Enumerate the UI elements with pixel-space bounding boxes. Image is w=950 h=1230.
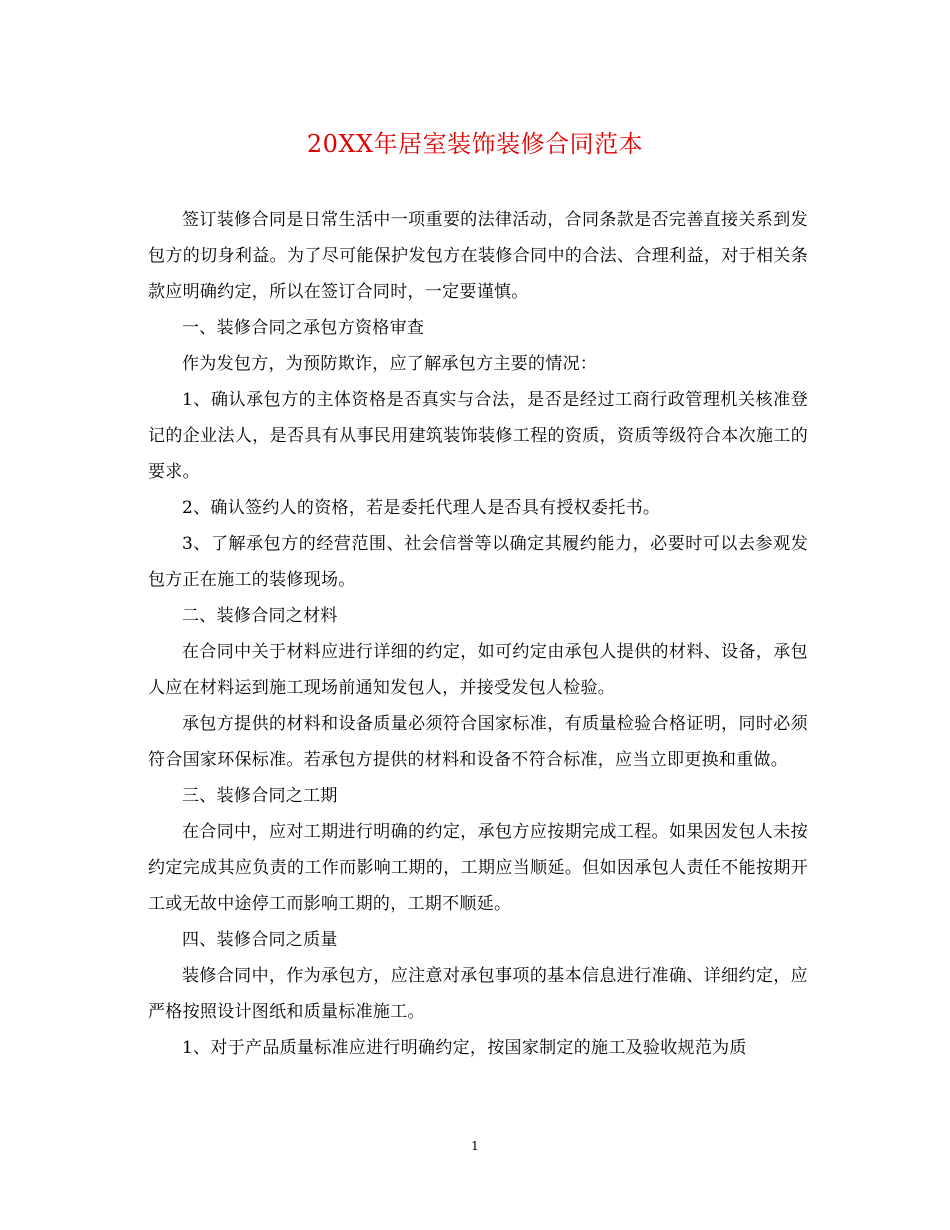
list-item: 2、确认签约人的资格，若是委托代理人是否具有授权委托书。: [182, 498, 661, 518]
paragraph: 承包方提供的材料和设备质量必须符合国家标准，有质量检验合格证明，同时必须符合国家环保标准。若承包方提供的材料和设备不符合标准，应当立即更换和重做。: [148, 714, 808, 770]
section-heading-2: 二、装修合同之材料: [182, 606, 338, 626]
section-heading-4: 四、装修合同之质量: [182, 930, 338, 950]
list-item: 1、确认承包方的主体资格是否真实与合法，是否是经过工商行政管理机关核准登记的企业法人，是否具有从事民用建筑装饰装修工程的资质，资质等级符合本次施工的要求。: [148, 390, 808, 482]
list-item: 1、对于产品质量标准应进行明确约定，按国家制定的施工及验收规范为质: [182, 1038, 747, 1058]
section-heading-1: 一、装修合同之承包方资格审查: [182, 318, 425, 338]
paragraph-intro: 签订装修合同是日常生活中一项重要的法律活动，合同条款是否完善直接关系到发包方的切身利益。为了尽可能保护发包方在装修合同中的合法、合理利益，对于相关条款应明确约定，所以在签订合同时，一定要谨慎。: [148, 210, 808, 302]
list-item: 3、了解承包方的经营范围、社会信誉等以确定其履约能力，必要时可以去参观发包方正在施工的装修现场。: [148, 534, 808, 590]
document-title: 20XX年居室装饰装修合同范本: [306, 130, 644, 158]
paragraph: 作为发包方，为预防欺诈，应了解承包方主要的情况：: [182, 354, 598, 374]
document-body: [148, 202, 808, 1066]
paragraph: 装修合同中，作为承包方，应注意对承包事项的基本信息进行准确、详细约定，应严格按照设计图纸和质量标准施工。: [148, 966, 808, 1022]
paragraph: 在合同中，应对工期进行明确的约定，承包方应按期完成工程。如果因发包人未按约定完成其应负责的工作而影响工期的，工期应当顺延。但如因承包人责任不能按期开工或无故中途停工而影响工期的，工期不顺延。: [148, 822, 808, 914]
page-number: 1: [471, 1139, 479, 1153]
paragraph: 在合同中关于材料应进行详细的约定，如可约定由承包人提供的材料、设备，承包人应在材料运到施工现场前通知发包人，并接受发包人检验。: [148, 642, 808, 698]
section-heading-3: 三、装修合同之工期: [182, 786, 338, 806]
